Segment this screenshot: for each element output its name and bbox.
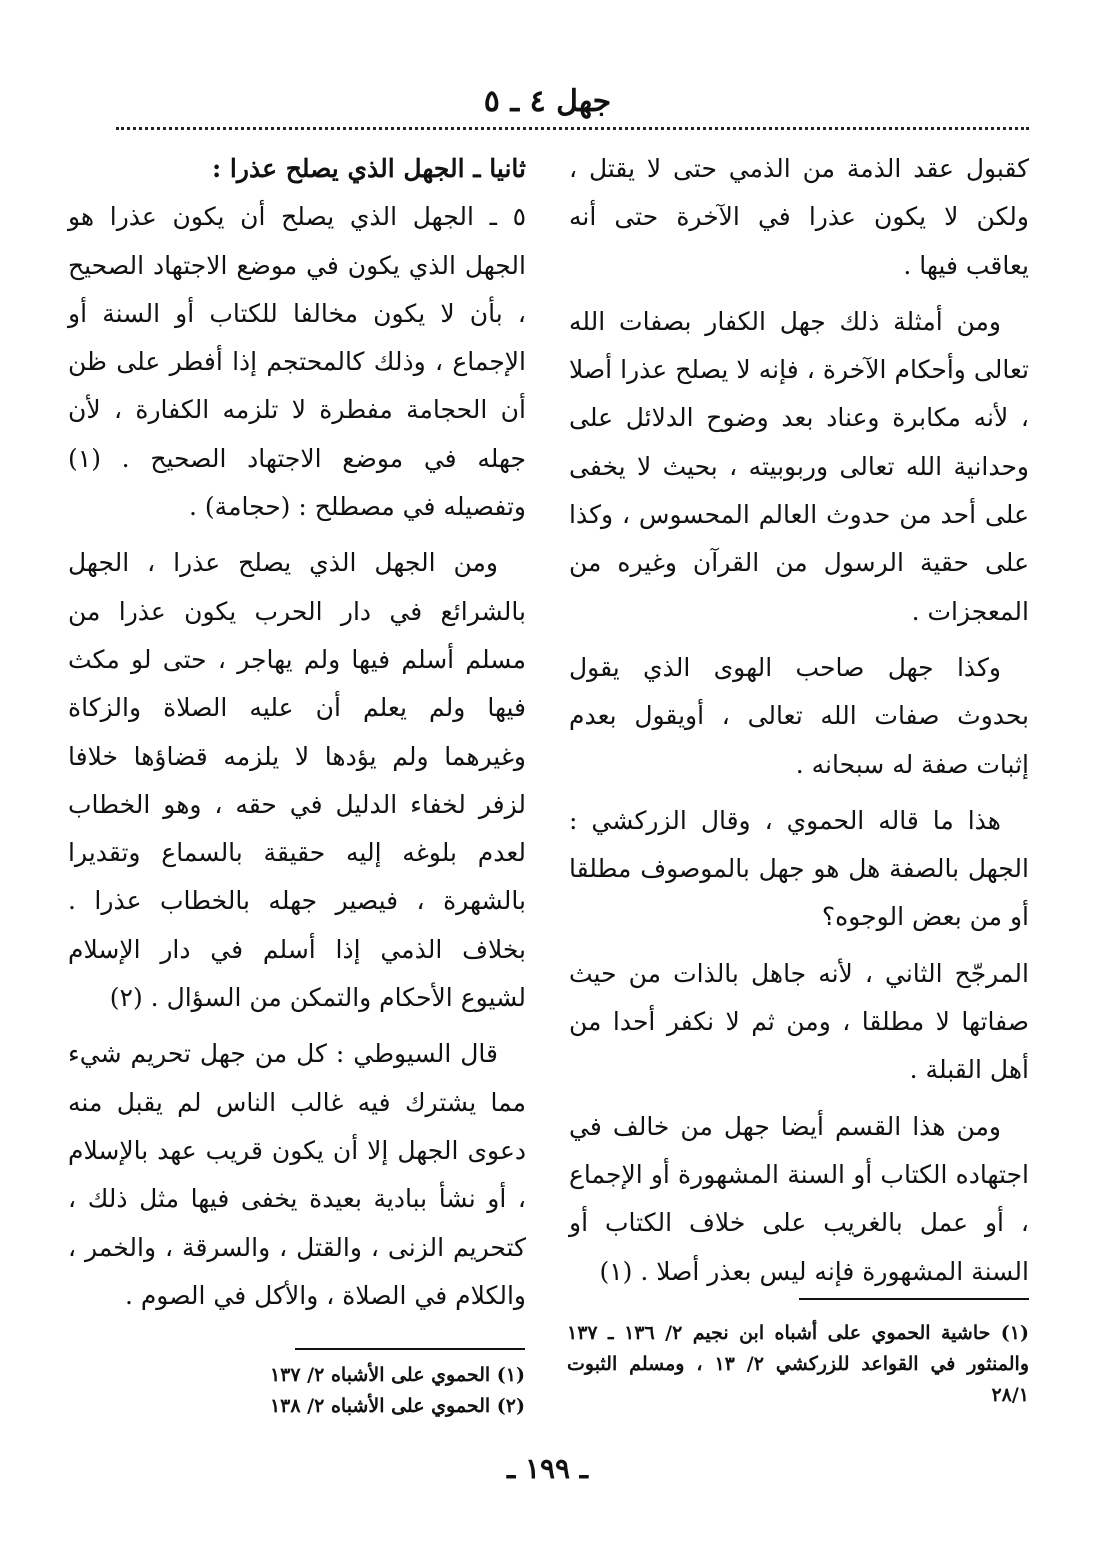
footnote-left-1: (١) الحموي على الأشباه ٢/ ١٣٧ xyxy=(269,1364,525,1386)
left-column xyxy=(68,145,526,1328)
running-header: جهل ٤ ـ ٥ xyxy=(483,84,612,119)
right-paragraph-6: ومن هذا القسم أيضا جهل من خالف في اجتهاده الكتاب أو السنة المشهورة أو الإجماع ، أو عمل بالغريب على خلاف الكتاب أو السنة المشهورة فإنه ليس بعذر أصلا . (١) xyxy=(569,1111,1029,1286)
footnotes-right xyxy=(567,1318,1029,1411)
right-paragraph-4: هذا ما قاله الحموي ، وقال الزركشي : الجهل بالصفة هل هو جهل بالموصوف مطلقا أو من بعض الوجوه؟ xyxy=(569,805,1029,932)
left-paragraph-1: ٥ ـ الجهل الذي يصلح أن يكون عذرا هو الجهل الذي يكون في موضع الاجتهاد الصحيح ، بأن لا يكون مخالفا للكتاب أو السنة أو الإجماع ، وذلك كالمحتجم إذا أفطر على ظن أن الحجامة مفطرة لا تلزمه الكفارة ، لأن جهله في موضع الاجتهاد الصحيح . (١) وتفصيله في مصطلح : (حجامة) . xyxy=(68,202,526,522)
right-paragraph-3: وكذا جهل صاحب الهوى الذي يقول بحدوث صفات الله تعالى ، أويقول بعدم إثبات صفة له سبحانه . xyxy=(569,652,1029,779)
header-dotted-rule xyxy=(116,127,1029,130)
right-paragraph-5: المرجّح الثاني ، لأنه جاهل بالذات من حيث صفاتها لا مطلقا ، ومن ثم لا نكفر أحدا من أهل القبلة . xyxy=(569,958,1029,1085)
left-paragraph-2: ومن الجهل الذي يصلح عذرا ، الجهل بالشرائع في دار الحرب يكون عذرا من مسلم أسلم فيها ولم يهاجر ، حتى لو مكث فيها ولم يعلم أن عليه الصلاة والزكاة وغيرهما ولم يؤدها لا يلزمه قضاؤها خلافا لزفر لخفاء الدليل في حقه ، وهو الخطاب لعدم بلوغه إليه حقيقة بالسماع وتقديرا بالشهرة ، فيصير جهله بالخطاب عذرا . بخلاف الذمي إذا أسلم في دار الإسلام لشيوع الأحكام والتمكن من السؤال . (٢) xyxy=(68,548,526,1013)
footnote-left-2: (٢) الحموي على الأشباه ٢/ ١٣٨ xyxy=(269,1395,525,1417)
footnotes-left xyxy=(265,1360,525,1422)
right-paragraph-2: ومن أمثلة ذلك جهل الكفار بصفات الله تعالى وأحكام الآخرة ، فإنه لا يصلح عذرا أصلا ، لأنه مكابرة وعناد بعد وضوح الدلائل على وحدانية الله تعالى وربوبيته ، بحيث لا يخفى على أحد من حدوث العالم المحسوس ، وكذا على حقية الرسول من القرآن وغيره من المعجزات . xyxy=(569,306,1029,626)
footnote-rule-right xyxy=(799,1298,1029,1300)
right-paragraph-1: كقبول عقد الذمة من الذمي حتى لا يقتل ، ولكن لا يكون عذرا في الآخرة حتى أنه يعاقب فيها . xyxy=(569,154,1029,280)
footnote-right-1: (١) حاشية الحموي على أشباه ابن نجيم ٢/ ١٣٦ ـ ١٣٧ والمنثور في القواعد للزركشي ٢/ ١٣ ، ومسلم الثبوت ٢٨/١ xyxy=(567,1322,1029,1406)
left-paragraph-3: قال السيوطي : كل من جهل تحريم شيء مما يشترك فيه غالب الناس لم يقبل منه دعوى الجهل إلا أن يكون قريب عهد بالإسلام ، أو نشأ ببادية بعيدة يخفى فيها مثل ذلك ، كتحريم الزنى ، والقتل ، والسرقة ، والخمر ، والكلام في الصلاة ، والأكل في الصوم . xyxy=(68,1039,526,1310)
right-column xyxy=(569,145,1029,1304)
section-heading: ثانيا ـ الجهل الذي يصلح عذرا : xyxy=(212,154,526,183)
footnote-rule-left xyxy=(295,1348,525,1350)
page-number: ـ ١٩٩ ـ xyxy=(506,1452,589,1485)
